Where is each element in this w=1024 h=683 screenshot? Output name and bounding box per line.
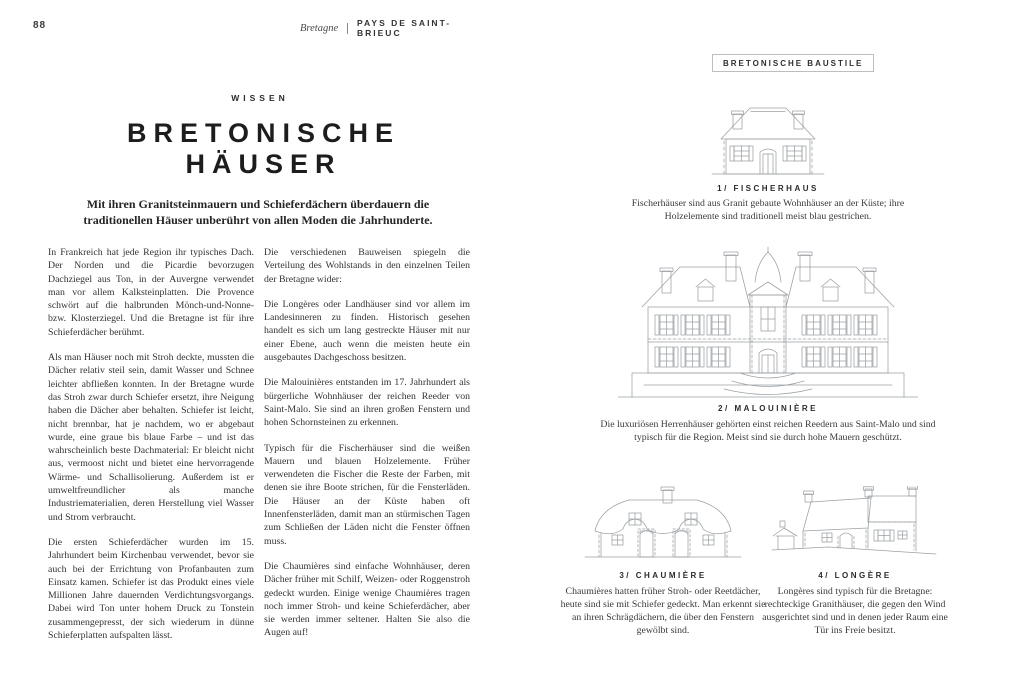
- running-head: [300, 18, 480, 38]
- kicker: WISSEN: [231, 93, 289, 103]
- section-tag: BRETONISCHE BAUSTILE: [712, 54, 874, 72]
- page-number: 88: [33, 20, 47, 31]
- body-column-1: [48, 246, 254, 654]
- subtitle: Mit ihren Granitsteinmauern und Schieferdächern überdauern die traditionellen Häuser unberührt von allen Moden die Jahrhunderte.: [83, 197, 433, 227]
- page-title-line1: BRETONISCHE: [126, 118, 401, 148]
- paragraph: Typisch für die Fischerhäuser sind die weißen Mauern und blauen Holzelemente. Früher verwendeten die Fischer die Reste der Farben, mit denen sie ihre Boote strichen, für die Fensterläden. Die Häuser an der Küste haben oft Innenfensterläden, damit man an stürmischen Tagen zum Schließen der Läden nicht die Fenster öffnen muss.: [264, 442, 470, 547]
- figure-caption-fischerhaus: Fischerhäuser sind aus Granit gebaute Wohnhäuser an der Küste; ihre Holzelemente sind traditionell meist blau gestrichen.: [631, 198, 905, 222]
- page-title: [60, 118, 460, 180]
- chaumiere-drawing: [563, 483, 763, 565]
- paragraph: Als man Häuser noch mit Stroh deckte, mussten die Dächer relativ steil sein, damit Wasser und Schnee leichter abfließen konnten. In der Bretagne wurde das Stroh zwar durch Schiefer ersetzt, ihre Neigung haben die Dächer aber behalten. Schiefer ist leicht, nicht brennbar, hat je nachdem, wo er abgebaut wurde, eine graue bis blaue Farbe – und ist das wahrscheinlich beste Dachmaterial: Er bleicht nicht aus, vermoost nicht und bietet eine hervorragende Wärme- und Schallisolierung. Außerdem ist er umweltfreundlicher als manche Industriematerialien, deren Herstellung viel Wasser und Strom verbraucht.: [48, 352, 254, 523]
- figure-caption-malouiniere: Die luxuriösen Herrenhäuser gehörten einst reichen Reedern aus Saint-Malo und sind typisch für die Region. Meist sind sie durch hohe Mauern geschützt.: [600, 419, 936, 443]
- fischerhaus-illustration: [690, 95, 846, 181]
- paragraph: Die Longères oder Landhäuser sind vor allem im Landesinneren zu finden. Historisch gesehen handelt es sich um lang gestreckte Häuser mit nur einer Ebene, auch wenn die meisten heute ein ausgebautes Dachgeschoss besitzen.: [264, 298, 470, 364]
- running-head-area: PAYS DE SAINT-BRIEUC: [357, 18, 452, 38]
- figure-caption-longere: Longères sind typisch für die Bretagne: rechteckige Granithäuser, die gegen den Wind ausgerichtet sind und in denen jeder Raum eine Tür ins Freie besitzt.: [762, 586, 948, 636]
- paragraph: Die Chaumières sind einfache Wohnhäuser, deren Dächer früher mit Schilf, Weizen- oder Roggenstroh gedeckt wurden. Einige wenige Chaumières tragen noch immer Stroh- und keine Schieferdächer, aber sie werden immer seltener. Halten Sie also die Augen auf!: [264, 560, 470, 639]
- figure-label-chaumiere: 3/ CHAUMIÈRE: [619, 571, 707, 580]
- malouiniere-illustration: [618, 245, 918, 402]
- figure-caption-chaumiere: Chaumières hatten früher Stroh- oder Reetdächer, heute sind sie mit Schiefer gedeckt. Man erkennt sie an ihren Schrägdächern, die über den Fenstern gewölbt sind.: [560, 586, 766, 636]
- body-column-2: [264, 246, 470, 652]
- paragraph: Die verschiedenen Bauweisen spiegeln die Verteilung des Wohlstands in den einzelnen Teilen der Bretagne wider:: [264, 247, 470, 285]
- paragraph: In Frankreich hat jede Region ihr typisches Dach. Der Norden und die Picardie bevorzugen Dachziegel aus Ton, in der Auvergne verwendet man vor allem Kalksteinplatten. Die Provence schwört auf die halbrunden Mönch-und-Nonne- bzw. Klosterziegel. Und die Bretagne ist für ihre Schieferdächer berühmt.: [48, 247, 254, 338]
- malouiniere-drawing: [608, 245, 928, 402]
- longere-illustration: [770, 486, 940, 565]
- figure-label-fischerhaus: 1/ FISCHERHAUS: [717, 184, 819, 193]
- figure-label-malouiniere: 2/ MALOUINIÈRE: [718, 404, 818, 413]
- paragraph: Die Malouinières entstanden im 17. Jahrhundert als bürgerliche Wohnhäuser der reichen Reeder von Saint-Malo. Sie sind an ihren großen Fenstern und hohen Schornsteinen zu erkennen.: [264, 377, 470, 429]
- chaumiere-illustration: [583, 483, 743, 565]
- paragraph: Die ersten Schieferdächer wurden im 15. Jahrhundert beim Kirchenbau verwendet, bevor sie auch bei der Errichtung von Profanbauten zum Einsatz kamen. Schiefer ist das Produkt eines viele Millionen Jahre dauernden Verdichtungsvorgangs. Dabei wird Ton unter hohem Druck zu Tonstein zusammengepresst, der sich wiederum in dünne Schieferplatten aufspalten lässt.: [48, 536, 254, 642]
- longere-drawing: [755, 486, 955, 565]
- figure-label-longere: 4/ LONGÈRE: [818, 571, 892, 580]
- running-head-region: Bretagne: [300, 22, 339, 34]
- running-head-divider: [347, 23, 348, 34]
- fischerhaus-drawing: [628, 95, 908, 181]
- page-title-line2: HÄUSER: [185, 149, 342, 179]
